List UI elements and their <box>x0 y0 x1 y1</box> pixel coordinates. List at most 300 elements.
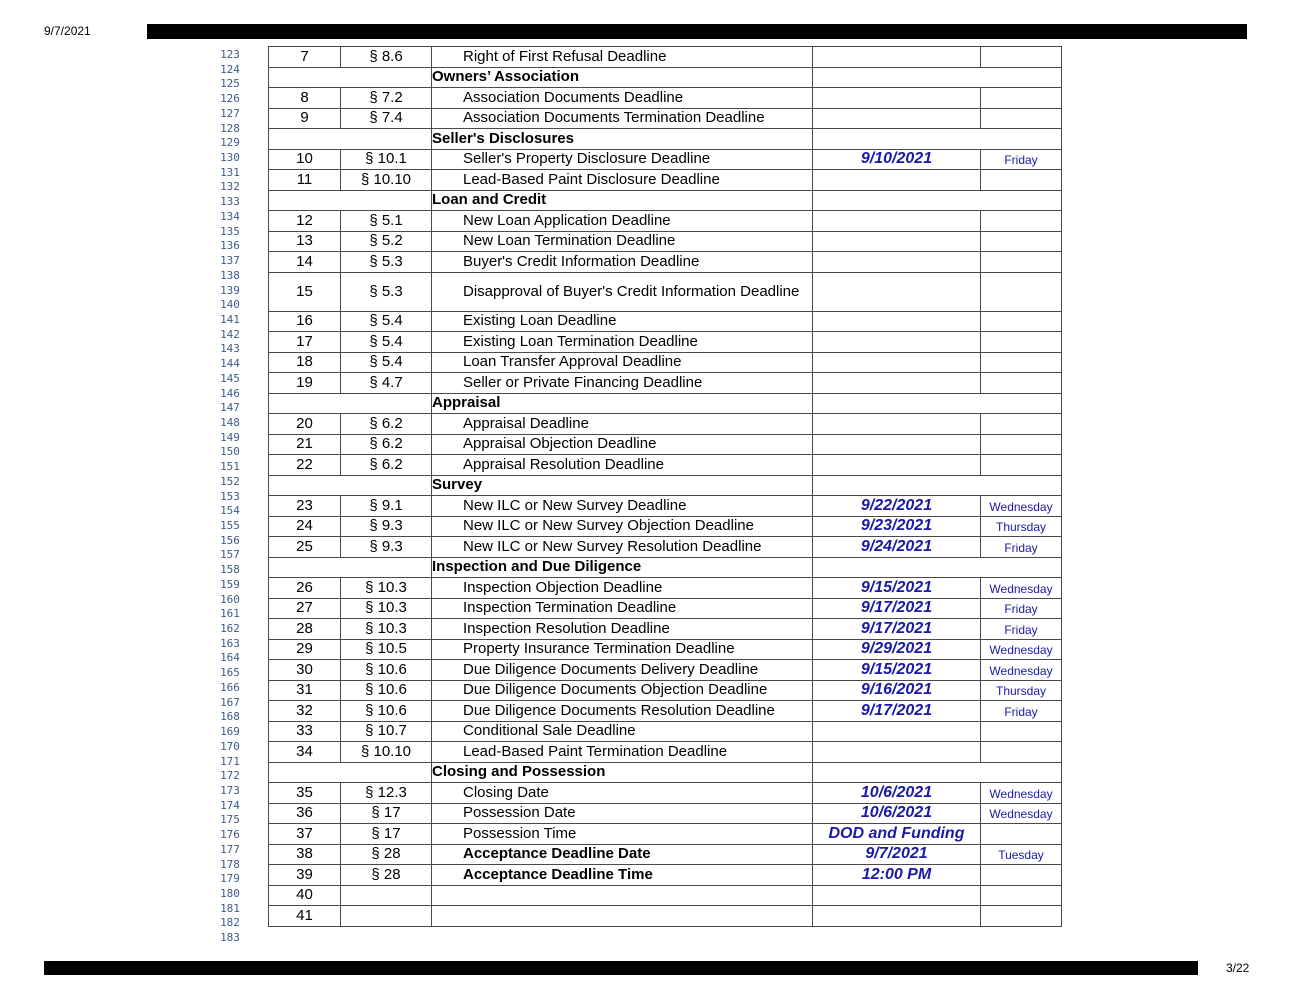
item-number: 14 <box>269 252 341 273</box>
item-number: 32 <box>269 701 341 722</box>
deadline-date <box>813 88 981 109</box>
deadline-row <box>269 352 1062 373</box>
section-row <box>269 67 1062 88</box>
event-name: Buyer's Credit Information Deadline <box>432 252 813 273</box>
line-number: 162 <box>220 622 240 636</box>
section-blank <box>813 762 1062 783</box>
section-reference: § 10.3 <box>341 578 432 599</box>
line-number: 129 <box>220 136 240 150</box>
deadline-row <box>269 701 1062 722</box>
event-name: Due Diligence Documents Resolution Deadline <box>432 701 813 722</box>
event-name: New Loan Application Deadline <box>432 211 813 232</box>
deadline-row <box>269 47 1062 68</box>
deadline-date <box>813 373 981 394</box>
line-number: 177 <box>220 842 240 856</box>
event-name: Inspection Termination Deadline <box>432 598 813 619</box>
section-reference: § 10.6 <box>341 680 432 701</box>
deadline-date: 9/15/2021 <box>813 578 981 599</box>
section-row <box>269 129 1062 150</box>
line-number: 180 <box>220 886 240 900</box>
deadline-row <box>269 578 1062 599</box>
line-number: 149 <box>220 430 240 444</box>
deadline-row <box>269 414 1062 435</box>
item-number: 12 <box>269 211 341 232</box>
line-number: 173 <box>220 783 240 797</box>
deadline-date: DOD and Funding <box>813 824 981 845</box>
event-name <box>432 885 813 906</box>
deadline-date <box>813 885 981 906</box>
event-name: Appraisal Deadline <box>432 414 813 435</box>
deadline-date <box>813 211 981 232</box>
section-blank <box>813 129 1062 150</box>
section-title: Owners’ Association <box>432 67 813 88</box>
section-reference: § 7.2 <box>341 88 432 109</box>
line-number: 144 <box>220 357 240 371</box>
item-number: 22 <box>269 455 341 476</box>
deadline-date: 9/17/2021 <box>813 598 981 619</box>
item-number: 39 <box>269 865 341 886</box>
line-number: 159 <box>220 577 240 591</box>
section-reference: § 5.4 <box>341 352 432 373</box>
event-name: Association Documents Deadline <box>432 88 813 109</box>
item-number: 37 <box>269 824 341 845</box>
deadline-weekday: Friday <box>981 619 1062 640</box>
event-name: Disapproval of Buyer's Credit Information Deadline <box>432 272 813 311</box>
section-reference: § 8.6 <box>341 47 432 68</box>
section-reference: § 5.3 <box>341 272 432 311</box>
item-number: 7 <box>269 47 341 68</box>
item-number: 41 <box>269 906 341 927</box>
line-number-gutter <box>205 48 255 946</box>
section-reference: § 5.3 <box>341 252 432 273</box>
section-spacer <box>269 190 432 211</box>
deadline-date: 10/6/2021 <box>813 783 981 804</box>
deadline-row <box>269 660 1062 681</box>
deadline-date: 9/7/2021 <box>813 844 981 865</box>
deadline-row <box>269 680 1062 701</box>
line-number: 168 <box>220 710 240 724</box>
section-row <box>269 475 1062 496</box>
line-number: 139 <box>220 283 240 297</box>
line-number: 169 <box>220 725 240 739</box>
section-spacer <box>269 762 432 783</box>
deadlines-table-body <box>269 47 1062 927</box>
deadline-weekday <box>981 865 1062 886</box>
deadline-weekday <box>981 824 1062 845</box>
event-name: Lead-Based Paint Disclosure Deadline <box>432 170 813 191</box>
line-number: 135 <box>220 224 240 238</box>
section-reference: § 10.6 <box>341 701 432 722</box>
deadline-date: 9/23/2021 <box>813 516 981 537</box>
item-number: 10 <box>269 149 341 170</box>
section-blank <box>813 557 1062 578</box>
item-number: 20 <box>269 414 341 435</box>
section-row <box>269 557 1062 578</box>
deadline-row <box>269 803 1062 824</box>
line-number: 174 <box>220 798 240 812</box>
deadline-date: 9/17/2021 <box>813 619 981 640</box>
section-reference <box>341 885 432 906</box>
item-number: 36 <box>269 803 341 824</box>
event-name: New Loan Termination Deadline <box>432 231 813 252</box>
line-number: 172 <box>220 769 240 783</box>
section-reference: § 9.1 <box>341 496 432 517</box>
deadline-weekday <box>981 108 1062 129</box>
event-name: New ILC or New Survey Objection Deadline <box>432 516 813 537</box>
deadline-row <box>269 885 1062 906</box>
header-bar <box>147 24 1247 39</box>
deadline-weekday <box>981 311 1062 332</box>
item-number: 33 <box>269 721 341 742</box>
deadline-date: 9/24/2021 <box>813 537 981 558</box>
line-number: 175 <box>220 813 240 827</box>
deadline-date <box>813 455 981 476</box>
section-spacer <box>269 393 432 414</box>
section-row <box>269 190 1062 211</box>
deadline-date <box>813 231 981 252</box>
deadline-weekday: Thursday <box>981 516 1062 537</box>
line-number: 156 <box>220 533 240 547</box>
item-number: 38 <box>269 844 341 865</box>
section-title: Appraisal <box>432 393 813 414</box>
footer-bar <box>44 961 1198 975</box>
section-reference: § 9.3 <box>341 537 432 558</box>
item-number: 23 <box>269 496 341 517</box>
section-reference: § 17 <box>341 824 432 845</box>
page-number: 3/22 <box>1226 961 1250 975</box>
event-name: Possession Time <box>432 824 813 845</box>
line-number: 153 <box>220 489 240 503</box>
section-reference: § 9.3 <box>341 516 432 537</box>
section-reference: § 5.4 <box>341 311 432 332</box>
item-number: 40 <box>269 885 341 906</box>
deadline-row <box>269 639 1062 660</box>
line-number: 133 <box>220 195 240 209</box>
line-number: 164 <box>220 651 240 665</box>
section-reference: § 6.2 <box>341 434 432 455</box>
line-number: 183 <box>220 931 240 945</box>
section-reference: § 28 <box>341 844 432 865</box>
event-name: Inspection Objection Deadline <box>432 578 813 599</box>
section-reference: § 5.1 <box>341 211 432 232</box>
section-reference: § 7.4 <box>341 108 432 129</box>
event-name: Lead-Based Paint Termination Deadline <box>432 742 813 763</box>
event-name: Conditional Sale Deadline <box>432 721 813 742</box>
section-reference: § 10.7 <box>341 721 432 742</box>
section-blank <box>813 475 1062 496</box>
section-row <box>269 393 1062 414</box>
deadline-date <box>813 742 981 763</box>
line-number: 155 <box>220 519 240 532</box>
line-number: 126 <box>220 92 240 106</box>
section-title: Survey <box>432 475 813 496</box>
line-number: 176 <box>220 828 240 842</box>
item-number: 19 <box>269 373 341 394</box>
event-name: Loan Transfer Approval Deadline <box>432 352 813 373</box>
line-number: 163 <box>220 636 240 650</box>
item-number: 27 <box>269 598 341 619</box>
deadline-weekday: Wednesday <box>981 639 1062 660</box>
event-name: Due Diligence Documents Objection Deadline <box>432 680 813 701</box>
event-name <box>432 906 813 927</box>
deadline-weekday: Tuesday <box>981 844 1062 865</box>
deadline-weekday: Thursday <box>981 680 1062 701</box>
deadlines-table <box>268 46 1062 927</box>
line-number: 130 <box>220 151 240 165</box>
section-reference: § 10.3 <box>341 619 432 640</box>
line-number: 125 <box>220 77 240 91</box>
line-number: 167 <box>220 695 240 709</box>
item-number: 24 <box>269 516 341 537</box>
deadline-weekday <box>981 47 1062 68</box>
event-name: Existing Loan Termination Deadline <box>432 332 813 353</box>
deadline-weekday: Wednesday <box>981 578 1062 599</box>
deadline-date: 10/6/2021 <box>813 803 981 824</box>
deadline-weekday: Wednesday <box>981 803 1062 824</box>
item-number: 18 <box>269 352 341 373</box>
line-number: 138 <box>220 268 240 282</box>
line-number: 161 <box>220 607 240 621</box>
line-number: 127 <box>220 106 240 120</box>
deadline-weekday: Wednesday <box>981 496 1062 517</box>
section-blank <box>813 190 1062 211</box>
line-number: 143 <box>220 342 240 356</box>
deadline-row <box>269 231 1062 252</box>
deadline-row <box>269 619 1062 640</box>
section-reference: § 6.2 <box>341 414 432 435</box>
section-spacer <box>269 129 432 150</box>
event-name: Acceptance Deadline Date <box>432 844 813 865</box>
deadline-weekday <box>981 332 1062 353</box>
event-name: New ILC or New Survey Deadline <box>432 496 813 517</box>
line-number: 170 <box>220 739 240 753</box>
event-name: Existing Loan Deadline <box>432 311 813 332</box>
line-number: 123 <box>220 48 240 61</box>
line-number: 151 <box>220 460 240 474</box>
line-number: 148 <box>220 415 240 429</box>
deadline-row <box>269 272 1062 311</box>
deadline-row <box>269 149 1062 170</box>
section-reference: § 10.10 <box>341 170 432 191</box>
deadline-row <box>269 865 1062 886</box>
deadline-weekday: Friday <box>981 598 1062 619</box>
event-name: Association Documents Termination Deadline <box>432 108 813 129</box>
deadline-date <box>813 352 981 373</box>
deadline-date <box>813 414 981 435</box>
section-title: Inspection and Due Diligence <box>432 557 813 578</box>
deadline-row <box>269 742 1062 763</box>
deadline-row <box>269 537 1062 558</box>
deadline-row <box>269 844 1062 865</box>
event-name: Acceptance Deadline Time <box>432 865 813 886</box>
deadline-date <box>813 272 981 311</box>
item-number: 31 <box>269 680 341 701</box>
event-name: Inspection Resolution Deadline <box>432 619 813 640</box>
item-number: 26 <box>269 578 341 599</box>
deadline-row <box>269 332 1062 353</box>
deadline-row <box>269 252 1062 273</box>
line-number: 157 <box>220 548 240 562</box>
deadline-date <box>813 332 981 353</box>
event-name: Seller or Private Financing Deadline <box>432 373 813 394</box>
event-name: Due Diligence Documents Delivery Deadline <box>432 660 813 681</box>
line-number: 181 <box>220 901 240 915</box>
section-reference: § 5.4 <box>341 332 432 353</box>
item-number: 28 <box>269 619 341 640</box>
deadline-weekday <box>981 455 1062 476</box>
deadline-weekday <box>981 252 1062 273</box>
line-number: 182 <box>220 916 240 930</box>
section-blank <box>813 67 1062 88</box>
deadline-weekday <box>981 742 1062 763</box>
line-number: 166 <box>220 680 240 694</box>
section-reference: § 10.10 <box>341 742 432 763</box>
deadline-row <box>269 721 1062 742</box>
line-number: 158 <box>220 563 240 577</box>
deadline-weekday: Friday <box>981 537 1062 558</box>
section-spacer <box>269 557 432 578</box>
deadline-date <box>813 252 981 273</box>
line-number: 137 <box>220 254 240 268</box>
event-name: Seller's Property Disclosure Deadline <box>432 149 813 170</box>
deadline-row <box>269 311 1062 332</box>
section-row <box>269 762 1062 783</box>
section-reference: § 5.2 <box>341 231 432 252</box>
section-reference: § 12.3 <box>341 783 432 804</box>
deadline-weekday: Wednesday <box>981 783 1062 804</box>
section-reference <box>341 906 432 927</box>
item-number: 9 <box>269 108 341 129</box>
line-number: 147 <box>220 401 240 415</box>
deadline-weekday: Wednesday <box>981 660 1062 681</box>
line-number: 179 <box>220 872 240 886</box>
deadline-weekday <box>981 906 1062 927</box>
line-number: 124 <box>220 62 240 76</box>
line-number: 154 <box>220 504 240 518</box>
line-number: 146 <box>220 386 240 400</box>
line-number: 150 <box>220 445 240 459</box>
deadline-weekday <box>981 414 1062 435</box>
event-name: Closing Date <box>432 783 813 804</box>
event-name: Possession Date <box>432 803 813 824</box>
deadline-row <box>269 170 1062 191</box>
deadline-row <box>269 108 1062 129</box>
item-number: 11 <box>269 170 341 191</box>
item-number: 17 <box>269 332 341 353</box>
event-name: New ILC or New Survey Resolution Deadline <box>432 537 813 558</box>
line-number: 128 <box>220 121 240 135</box>
line-number: 140 <box>220 298 240 312</box>
line-number: 136 <box>220 239 240 253</box>
item-number: 30 <box>269 660 341 681</box>
section-reference: § 10.1 <box>341 149 432 170</box>
item-number: 35 <box>269 783 341 804</box>
event-name: Appraisal Resolution Deadline <box>432 455 813 476</box>
deadline-row <box>269 783 1062 804</box>
deadline-weekday <box>981 352 1062 373</box>
section-spacer <box>269 67 432 88</box>
deadline-date: 9/17/2021 <box>813 701 981 722</box>
section-reference: § 10.6 <box>341 660 432 681</box>
line-number: 160 <box>220 592 240 606</box>
section-reference: § 17 <box>341 803 432 824</box>
deadline-date: 9/10/2021 <box>813 149 981 170</box>
deadline-weekday <box>981 170 1062 191</box>
deadline-row <box>269 455 1062 476</box>
section-reference: § 4.7 <box>341 373 432 394</box>
deadline-date: 9/22/2021 <box>813 496 981 517</box>
deadline-weekday: Friday <box>981 701 1062 722</box>
deadline-row <box>269 516 1062 537</box>
deadline-weekday <box>981 211 1062 232</box>
line-number: 165 <box>220 666 240 680</box>
section-title: Closing and Possession <box>432 762 813 783</box>
line-number: 132 <box>220 180 240 194</box>
header-date: 9/7/2021 <box>44 24 91 38</box>
section-title: Seller's Disclosures <box>432 129 813 150</box>
item-number: 8 <box>269 88 341 109</box>
item-number: 29 <box>269 639 341 660</box>
deadline-date: 9/16/2021 <box>813 680 981 701</box>
section-reference: § 6.2 <box>341 455 432 476</box>
line-number: 171 <box>220 754 240 768</box>
line-number: 134 <box>220 209 240 223</box>
deadline-date: 9/29/2021 <box>813 639 981 660</box>
line-number: 152 <box>220 474 240 488</box>
deadline-weekday <box>981 885 1062 906</box>
deadline-weekday <box>981 721 1062 742</box>
deadline-row <box>269 434 1062 455</box>
deadline-weekday <box>981 373 1062 394</box>
deadline-weekday <box>981 88 1062 109</box>
section-title: Loan and Credit <box>432 190 813 211</box>
event-name: Property Insurance Termination Deadline <box>432 639 813 660</box>
line-number: 145 <box>220 371 240 385</box>
deadline-row <box>269 373 1062 394</box>
deadline-date: 12:00 PM <box>813 865 981 886</box>
deadline-row <box>269 496 1062 517</box>
item-number: 13 <box>269 231 341 252</box>
deadline-date <box>813 47 981 68</box>
deadline-date <box>813 434 981 455</box>
deadline-date: 9/15/2021 <box>813 660 981 681</box>
deadline-row <box>269 88 1062 109</box>
section-reference: § 28 <box>341 865 432 886</box>
deadline-row <box>269 598 1062 619</box>
item-number: 34 <box>269 742 341 763</box>
deadline-date <box>813 170 981 191</box>
deadline-weekday: Friday <box>981 149 1062 170</box>
deadline-row <box>269 906 1062 927</box>
line-number: 141 <box>220 312 240 326</box>
item-number: 15 <box>269 272 341 311</box>
deadline-weekday <box>981 434 1062 455</box>
deadline-weekday <box>981 272 1062 311</box>
deadline-row <box>269 824 1062 845</box>
deadline-row <box>269 211 1062 232</box>
item-number: 25 <box>269 537 341 558</box>
item-number: 21 <box>269 434 341 455</box>
section-spacer <box>269 475 432 496</box>
line-number: 142 <box>220 327 240 341</box>
event-name: Right of First Refusal Deadline <box>432 47 813 68</box>
deadline-date <box>813 906 981 927</box>
section-blank <box>813 393 1062 414</box>
deadline-date <box>813 108 981 129</box>
item-number: 16 <box>269 311 341 332</box>
deadline-weekday <box>981 231 1062 252</box>
deadline-date <box>813 721 981 742</box>
